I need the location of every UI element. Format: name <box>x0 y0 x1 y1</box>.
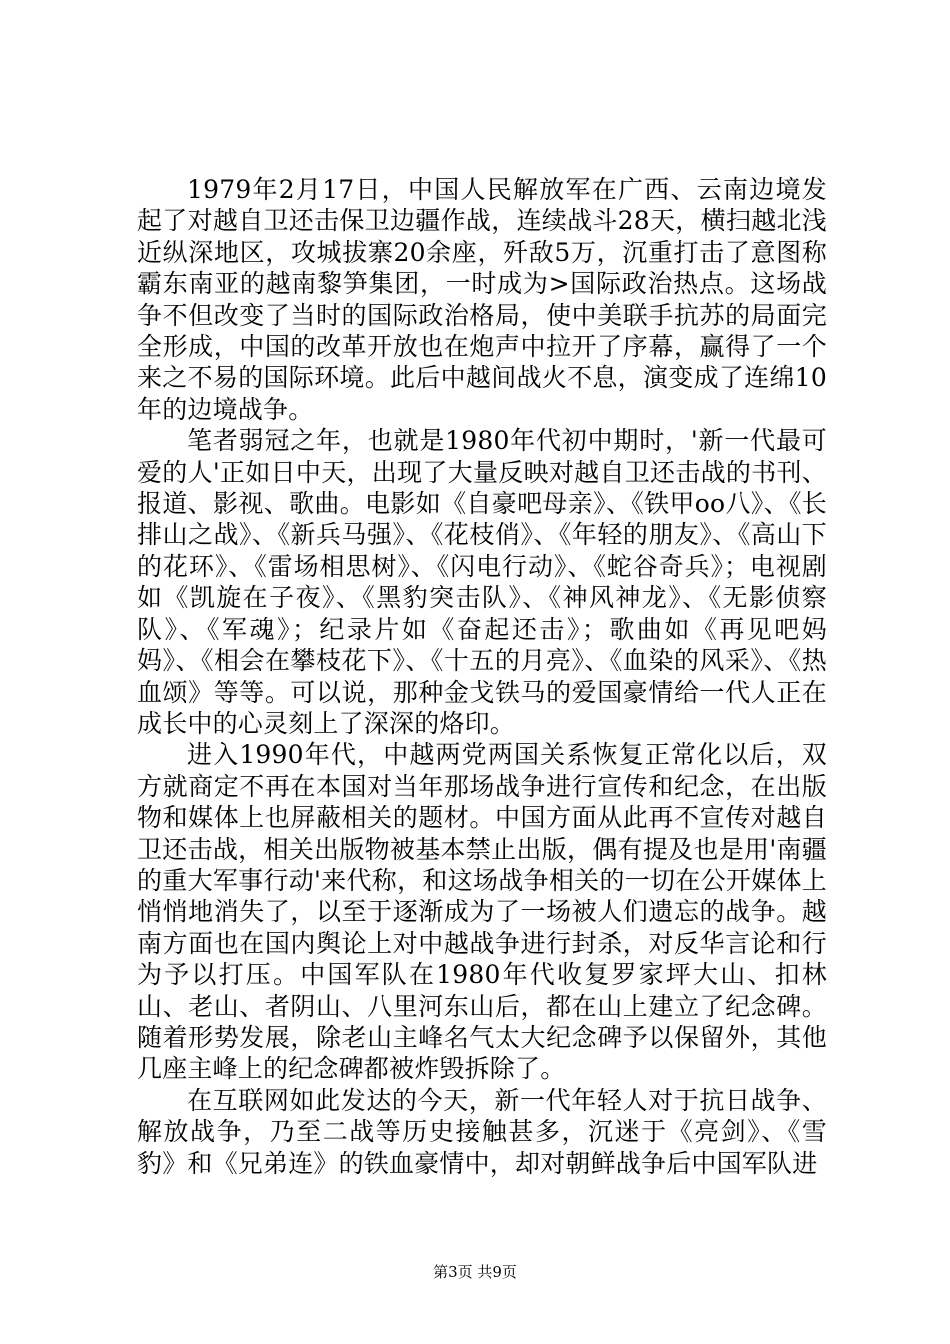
paragraph-4: 在互联网如此发达的今天，新一代年轻人对于抗日战争、解放战争，乃至二战等历史接触甚多，沉迷于《亮剑》、《雪豹》和《兄弟连》的铁血豪情中，却对朝鲜战争后中国军队进 <box>137 1085 827 1178</box>
page-footer: 第3页 共9页 <box>433 1263 517 1281</box>
paragraph-2: 笔者弱冠之年，也就是1980年代初中期时，'新一代最可爱的人'正如日中天，出现了大量反映对越自卫还击战的书刊、报道、影视、歌曲。电影如《自豪吧母亲》、《铁甲oo八》、《长排山之战》、《新兵马强》、《花枝俏》、《年轻的朋友》、《高山下的花环》、《雷场相思树》、《闪电行动》、《蛇谷奇兵》；电视剧如《凯旋在子夜》、《黑豹突击队》、《神风神龙》、《无影侦察队》、《军魂》；纪录片如《奋起还击》；歌曲如《再见吧妈妈》、《相会在攀枝花下》、《十五的月亮》、《血染的风采》、《热血颂》等等。可以说，那种金戈铁马的爱国豪情给一代人正在成长中的心灵刻上了深深的烙印。 <box>137 426 827 738</box>
document-body <box>137 174 827 1179</box>
paragraph-1: 1979年2月17日，中国人民解放军在广西、云南边境发起了对越自卫还击保卫边疆作战，连续战斗28天，横扫越北浅近纵深地区，攻城拔寨20余座，歼敌5万，沉重打击了意图称霸东南亚的越南黎笋集团，一时成为>国际政治热点。这场战争不但改变了当时的国际政治格局，使中美联手抗苏的局面完全形成，中国的改革开放也在炮声中拉开了序幕，赢得了一个来之不易的国际环境。此后中越间战火不息，演变成了连绵10年的边境战争。 <box>137 175 827 424</box>
paragraph-3: 进入1990年代，中越两党两国关系恢复正常化以后，双方就商定不再在本国对当年那场战争进行宣传和纪念，在出版物和媒体上也屏蔽相关的题材。中国方面从此再不宣传对越自卫还击战，相关出版物被基本禁止出版，偶有提及也是用'南疆的重大军事行动'来代称，和这场战争相关的一切在公开媒体上悄悄地消失了，以至于逐渐成为了一场被人们遗忘的战争。越南方面也在国内舆论上对中越战争进行封杀，对反华言论和行为予以打压。中国军队在1980年代收复罗家坪大山、扣林山、老山、者阴山、八里河东山后，都在山上建立了纪念碑。随着形势发展，除老山主峰名气太大纪念碑予以保留外，其他几座主峰上的纪念碑都被炸毁拆除了。 <box>137 740 827 1084</box>
